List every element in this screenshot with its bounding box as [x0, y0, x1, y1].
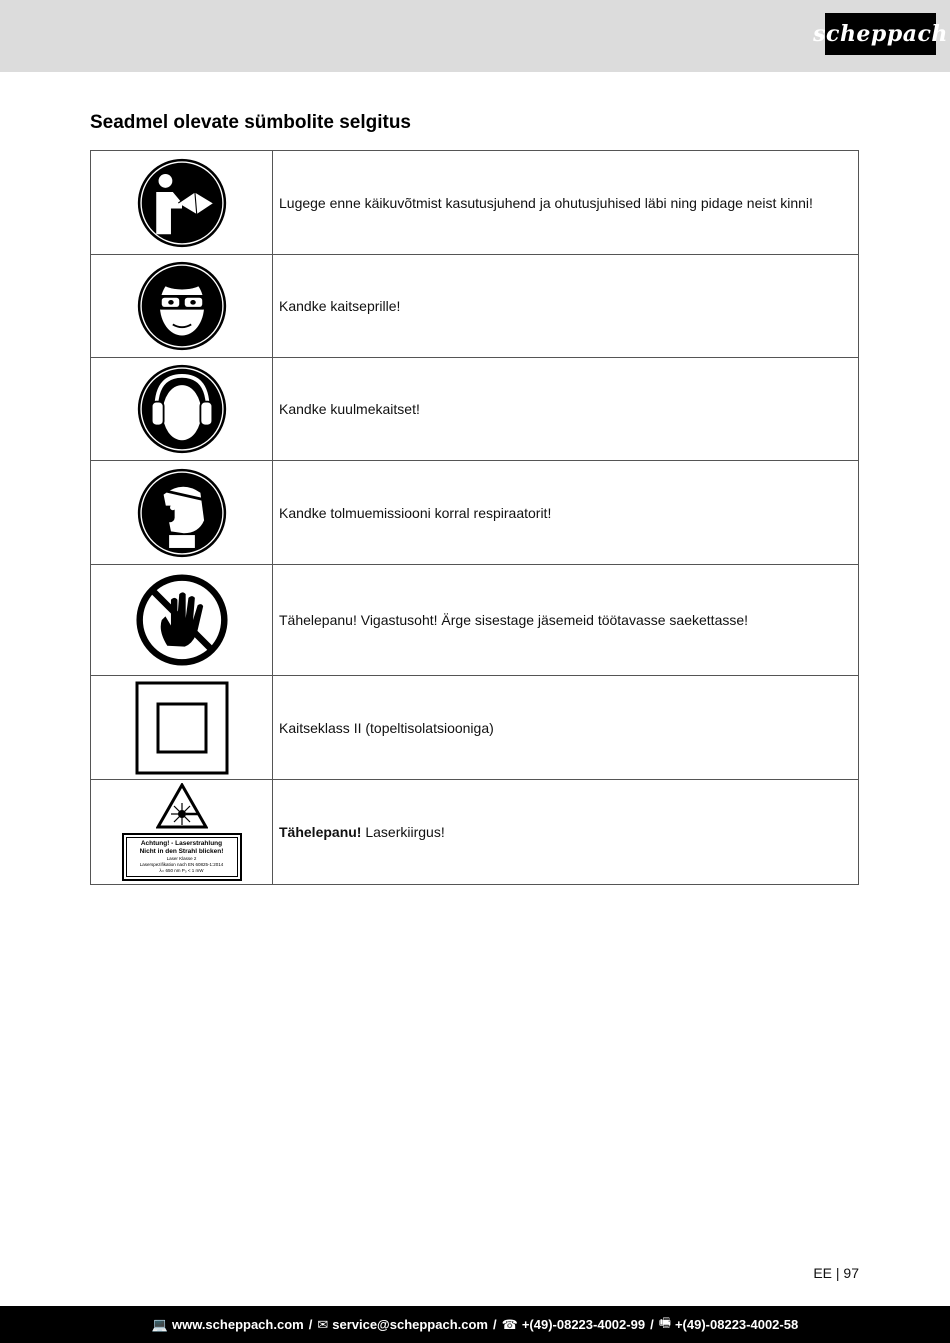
laser-label-line: λ= 650 nm P₀ < 1 mW — [159, 868, 204, 873]
icon-cell — [91, 565, 273, 676]
header-band — [0, 0, 950, 72]
computer-icon: 💻 — [151, 1316, 168, 1332]
protection-class-ii-icon — [91, 681, 272, 775]
icon-cell — [91, 151, 273, 255]
symbol-description: Kandke tolmuemissiooni korral respiraatorit! — [273, 461, 859, 565]
table-row — [91, 780, 859, 885]
respirator-icon — [91, 467, 272, 559]
footer-separator: / — [650, 1317, 654, 1332]
symbol-description: Kaitseklass II (topeltisolatsiooniga) — [273, 676, 859, 780]
table-row — [91, 151, 859, 255]
laser-warning-icon — [91, 783, 272, 829]
icon-cell — [91, 780, 273, 885]
laser-label-line: Laser Klasse 2 — [166, 856, 197, 861]
symbol-description: Tähelepanu! Vigastusoht! Ärge sisestage jäsemeid töötavasse saekettasse! — [273, 565, 859, 676]
table-row — [91, 676, 859, 780]
safety-goggles-icon — [91, 260, 272, 352]
email-icon: ✉ — [317, 1316, 329, 1332]
phone-icon: ☎ — [501, 1316, 518, 1332]
laser-label-line: Laserspezifikation nach EN 60825-1:2014 — [139, 862, 224, 867]
icon-cell — [91, 255, 273, 358]
footer-bar — [0, 1306, 950, 1343]
page-number: EE | 97 — [813, 1265, 859, 1281]
table-row — [91, 565, 859, 676]
footer-fax: +(49)-08223-4002-58 — [674, 1317, 799, 1332]
icon-cell — [91, 676, 273, 780]
fax-icon: 🖷 — [658, 1314, 671, 1330]
icon-cell — [91, 358, 273, 461]
laser-warning-label — [122, 833, 242, 881]
symbol-description: Kandke kaitseprille! — [273, 255, 859, 358]
symbols-table — [90, 150, 859, 885]
table-row — [91, 255, 859, 358]
laser-label-line: Achtung! - Laserstrahlung — [140, 840, 223, 847]
page-title: Seadmel olevate sümbolite selgitus — [90, 112, 411, 133]
table-row — [91, 358, 859, 461]
footer-separator: / — [493, 1317, 497, 1332]
no-hands-icon — [91, 574, 272, 666]
warning-bold: Tähelepanu! — [279, 824, 362, 840]
table-row — [91, 461, 859, 565]
symbol-description: Lugege enne käikuvõtmist kasutusjuhend ja ohutusjuhised läbi ning pidage neist kinni! — [273, 151, 859, 255]
footer-website[interactable]: www.scheppach.com — [171, 1317, 304, 1332]
symbol-description — [273, 780, 859, 885]
symbol-description: Kandke kuulmekaitset! — [273, 358, 859, 461]
footer-separator: / — [308, 1317, 313, 1332]
read-manual-icon — [91, 157, 272, 249]
laser-label-line: Nicht in den Strahl blicken! — [139, 848, 224, 855]
ear-protection-icon — [91, 363, 272, 455]
footer-phone[interactable]: +(49)-08223-4002-99 — [521, 1317, 646, 1332]
scheppach-logo: scheppach — [825, 13, 936, 55]
footer-email[interactable]: service@scheppach.com — [332, 1317, 488, 1332]
warning-text: Laserkiirgus! — [361, 824, 445, 840]
icon-cell — [91, 461, 273, 565]
